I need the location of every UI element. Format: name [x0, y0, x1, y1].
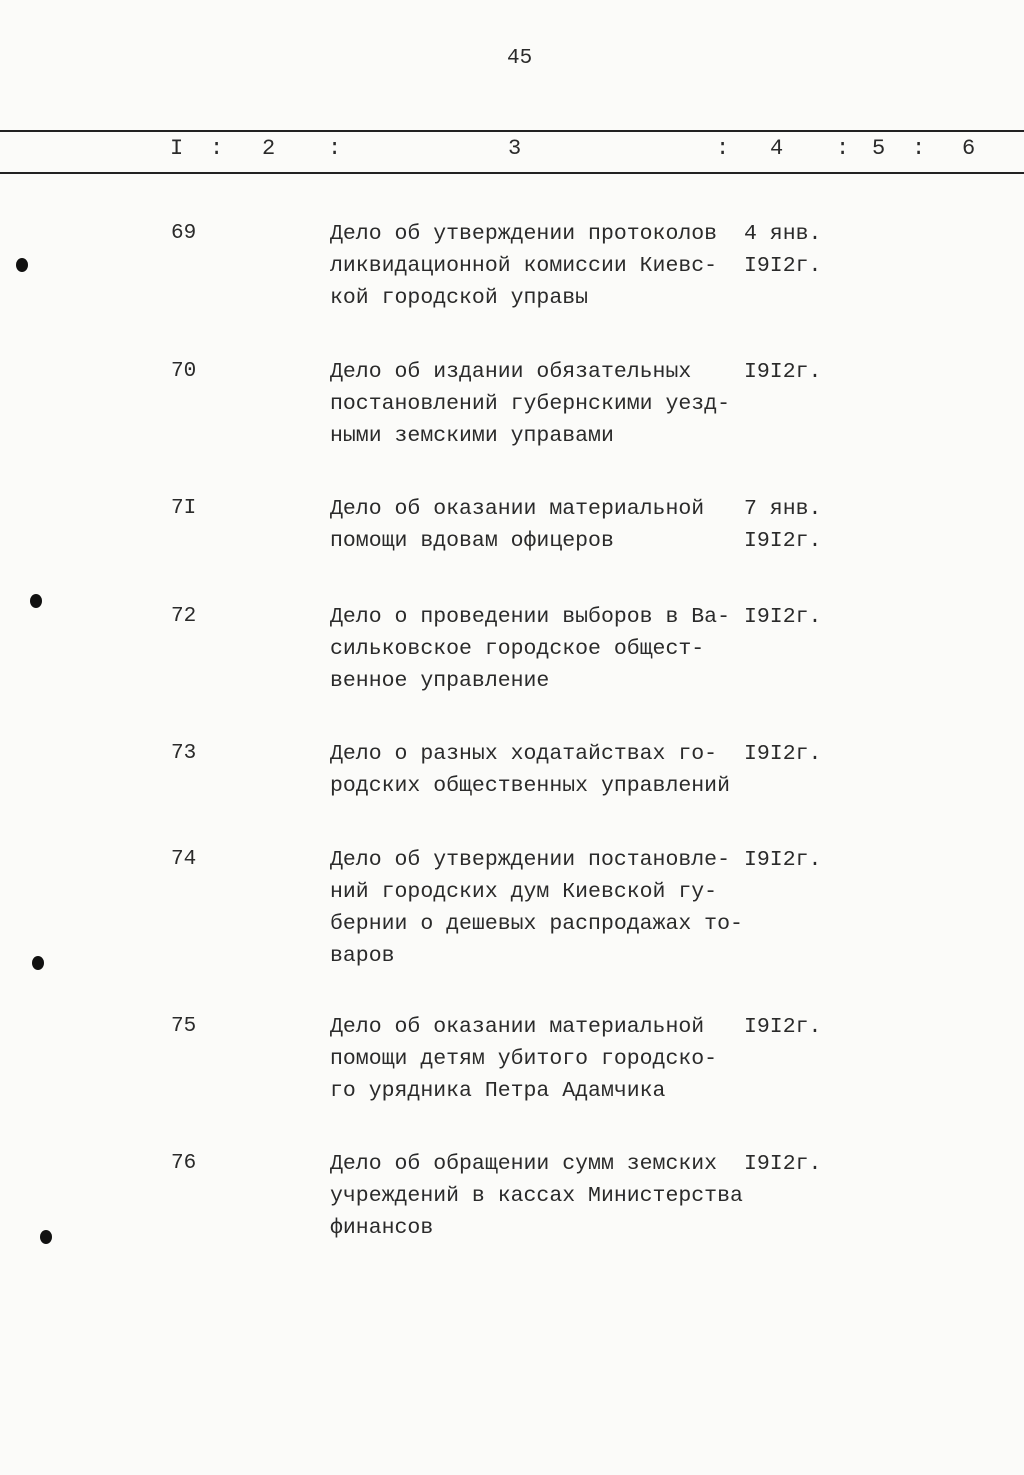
page-number: 45	[507, 47, 533, 70]
entry-title-line: помощи вдовам офицеров	[330, 529, 614, 553]
col-separator: :	[836, 136, 850, 161]
col-header-4: 4	[770, 136, 784, 161]
entry-title-line: ными земскими управами	[330, 424, 614, 448]
entry-title-line: Дело о проведении выборов в Ва-	[330, 605, 730, 629]
entry-title	[330, 844, 743, 972]
entry-title	[330, 601, 730, 697]
col-header-6: 6	[962, 136, 976, 161]
entry-date-line: 4 янв.	[744, 222, 822, 246]
col-separator: :	[716, 136, 730, 161]
entry-date-line: I9I2г.	[744, 742, 822, 766]
entry-date	[744, 1148, 821, 1180]
entry-title-line: ний городских дум Киевской гу-	[330, 880, 718, 904]
entry-number: 73	[171, 742, 197, 765]
entry-date	[744, 1011, 821, 1043]
entry-date	[744, 738, 821, 770]
entry-number: 75	[171, 1015, 197, 1038]
entry-date	[744, 844, 821, 876]
entry-date	[744, 356, 821, 388]
entry-title	[330, 218, 717, 314]
entry-title	[330, 1011, 717, 1107]
entry-number: 76	[171, 1152, 197, 1175]
entry-title-line: Дело об обращении сумм земских	[330, 1152, 718, 1176]
entry-date-line: I9I2г.	[744, 254, 822, 278]
col-header-3: 3	[508, 136, 522, 161]
entry-title-line: варов	[330, 944, 395, 968]
punch-mark	[40, 1230, 52, 1244]
entry-number: 72	[171, 605, 197, 628]
entry-date-line: 7 янв.	[744, 497, 822, 521]
col-header-1: I	[170, 136, 184, 161]
punch-mark	[32, 956, 44, 970]
header-bottom-rule	[0, 172, 1024, 174]
entry-title-line: учреждений в кассах Министерства	[330, 1184, 743, 1208]
entry-number: 70	[171, 360, 197, 383]
entry-title-line: кой городской управы	[330, 286, 589, 310]
entry-title	[330, 493, 704, 557]
entry-title-line: сильковское городское общест-	[330, 637, 705, 661]
entry-title	[330, 738, 730, 802]
entry-date-line: I9I2г.	[744, 848, 822, 872]
entry-date-line: I9I2г.	[744, 529, 822, 553]
entry-title-line: Дело об утверждении протоколов	[330, 222, 718, 246]
col-separator: :	[210, 136, 224, 161]
entry-date	[744, 601, 821, 633]
col-header-2: 2	[262, 136, 276, 161]
entry-date-line: I9I2г.	[744, 1015, 822, 1039]
entry-title-line: Дело об утверждении постановле-	[330, 848, 730, 872]
entry-title-line: родских общественных управлений	[330, 774, 730, 798]
col-separator: :	[328, 136, 342, 161]
col-header-5: 5	[872, 136, 886, 161]
entry-title-line: постановлений губернскими уезд-	[330, 392, 730, 416]
entry-date	[744, 218, 821, 282]
entry-title-line: бернии о дешевых распродажах то-	[330, 912, 743, 936]
entry-title-line: Дело об оказании материальной	[330, 497, 705, 521]
entry-title-line: Дело об оказании материальной	[330, 1015, 705, 1039]
punch-mark	[16, 258, 28, 272]
entry-number: 74	[171, 848, 197, 871]
entry-title-line: Дело о разных ходатайствах го-	[330, 742, 718, 766]
col-separator: :	[912, 136, 926, 161]
punch-mark	[30, 594, 42, 608]
entry-title-line: помощи детям убитого городско-	[330, 1047, 718, 1071]
header-top-rule	[0, 130, 1024, 132]
entry-title-line: ликвидационной комиссии Киевс-	[330, 254, 718, 278]
entry-date-line: I9I2г.	[744, 360, 822, 384]
entry-title-line: го урядника Петра Адамчика	[330, 1079, 666, 1103]
entry-number: 7I	[171, 497, 197, 520]
entry-title-line: венное управление	[330, 669, 550, 693]
entry-title	[330, 356, 730, 452]
entry-date-line: I9I2г.	[744, 605, 822, 629]
entry-date-line: I9I2г.	[744, 1152, 822, 1176]
entry-title-line: финансов	[330, 1216, 434, 1240]
entry-title	[330, 1148, 743, 1244]
entry-date	[744, 493, 821, 557]
entry-number: 69	[171, 222, 197, 245]
entry-title-line: Дело об издании обязательных	[330, 360, 692, 384]
